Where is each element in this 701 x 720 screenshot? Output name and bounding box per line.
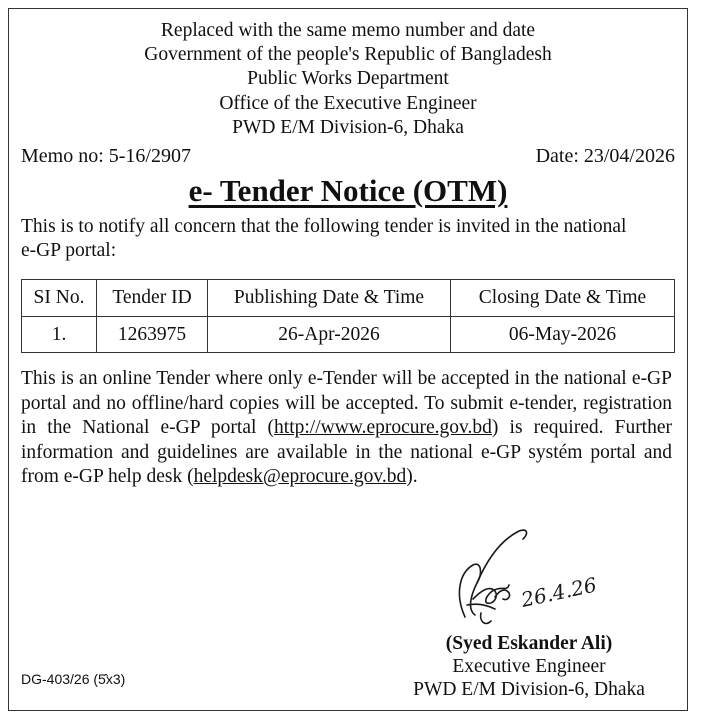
signatory-block [369, 632, 689, 701]
body-part-1: This is an online Tender where only e-Tender will be accepted in the national e-GP portal and no offline/hard copies will be accepted. To submit e-tender, registration in the National e-GP portal ( [21, 368, 672, 438]
signatory-name: (Syed Eskander Ali) [445, 633, 613, 654]
col-header-si-no: SI No. [22, 280, 97, 317]
tender-table [21, 279, 675, 353]
col-header-publishing-date: Publishing Date & Time [208, 280, 451, 317]
memo-date: Date: 23/04/2026 [535, 145, 675, 167]
table-row [22, 317, 675, 353]
document-code: DG-403/26 (5̂x3) [21, 671, 126, 687]
intro-text: This is to notify all concern that the following tender is invited in the national e-GP portal: [21, 216, 627, 261]
signature-date: 26.4.26 [519, 572, 599, 612]
notice-page [8, 8, 688, 711]
header-line-division: PWD E/M Division-6, Dhaka [232, 116, 464, 138]
table-header-row [22, 280, 675, 317]
handwritten-signature [437, 525, 607, 635]
eprocure-portal-link[interactable]: http://www.eprocure.gov.bd [274, 417, 492, 438]
header-line-replaced: Replaced with the same memo number and date [160, 20, 536, 41]
signatory-office: PWD E/M Division-6, Dhaka [413, 679, 645, 700]
helpdesk-email-link[interactable]: helpdesk@eprocure.gov.bd [193, 466, 407, 487]
letterhead [9, 19, 687, 140]
cell-closing-date: 06-May-2026 [451, 317, 675, 353]
notice-title: e- Tender Notice (OTM) [188, 173, 508, 208]
header-line-government: Government of the people's Republic of Bangladesh [144, 44, 552, 66]
header-line-department: Public Works Department [247, 68, 449, 90]
col-header-closing-date: Closing Date & Time [451, 280, 675, 317]
body-part-2: ) is required. Further information and guidelines are available in the national e-GP systém portal and from e-GP help desk ( [21, 417, 673, 487]
instructions-paragraph [21, 367, 672, 490]
header-line-office: Office of the Executive Engineer [219, 92, 477, 114]
cell-si-no: 1. [22, 317, 97, 353]
signatory-designation: Executive Engineer [452, 656, 606, 677]
cell-tender-id: 1263975 [97, 317, 208, 353]
memo-row [21, 145, 675, 168]
body-part-3: ). [406, 466, 418, 487]
memo-number: Memo no: 5-16/2907 [21, 145, 191, 167]
cell-publishing-date: 26-Apr-2026 [208, 317, 451, 353]
col-header-tender-id: Tender ID [97, 280, 208, 317]
